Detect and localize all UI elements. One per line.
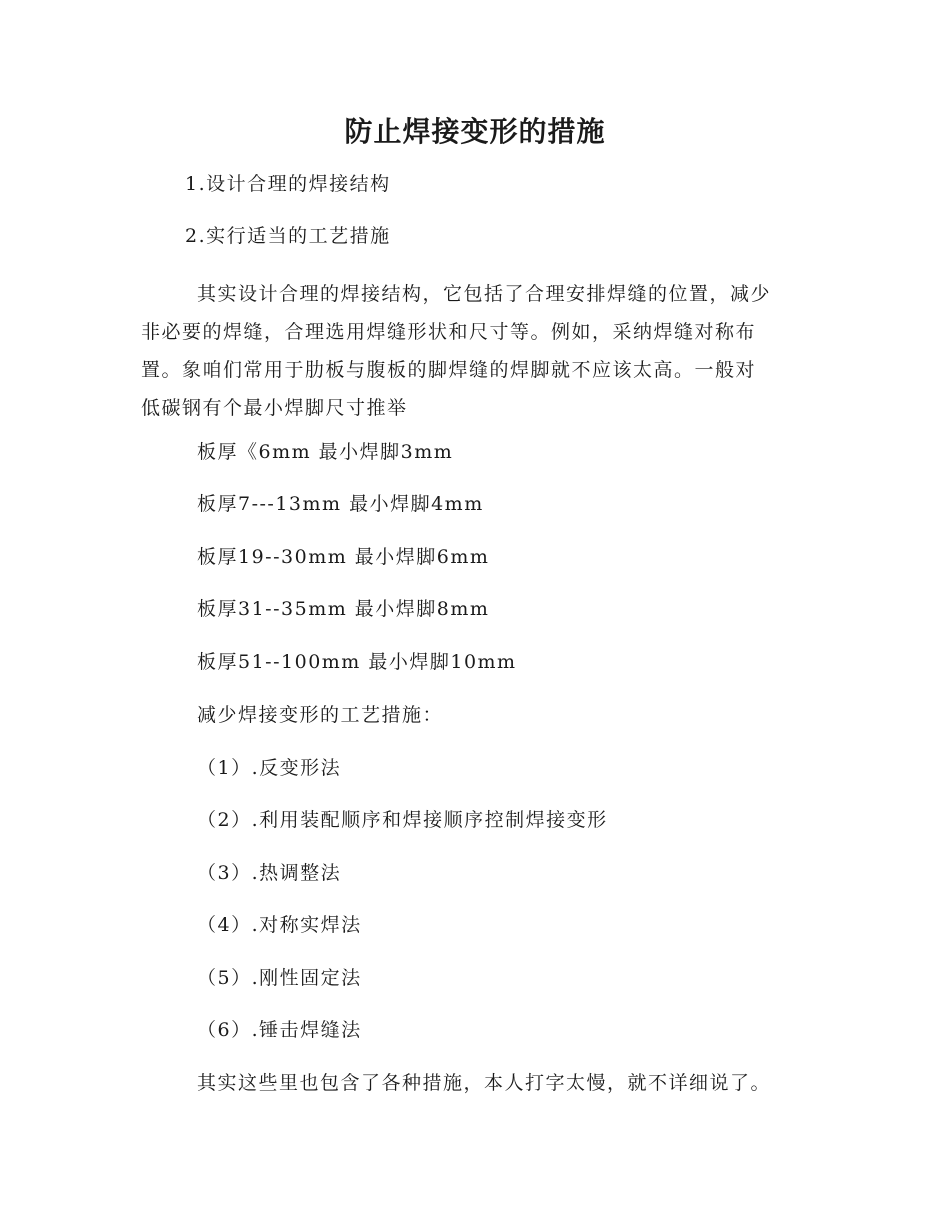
body-paragraph [141,275,806,427]
process-item-1: （1）.反变形法 [197,757,342,779]
thickness-row-5: 板厚51--100mm 最小焊脚10mm [197,651,517,673]
process-item-4: （4）.对称实焊法 [197,914,362,936]
process-item-2: （2）.利用装配顺序和焊接顺序控制焊接变形 [197,809,608,831]
paragraph-line-2: 非必要的焊缝，合理选用焊缝形状和尺寸等。例如，采纳焊缝对称布 [141,321,757,343]
paragraph-line-1: 其实设计合理的焊接结构，它包括了合理安排焊缝的位置，减少 [197,283,772,305]
process-item-6: （6）.锤击焊缝法 [197,1019,362,1041]
process-heading: 减少焊接变形的工艺措施： [197,704,444,726]
closing-sentence: 其实这些里也包含了各种措施，本人打字太慢，就不详细说了。 [197,1072,772,1094]
process-item-3: （3）.热调整法 [197,862,342,884]
paragraph-line-4: 低碳钢有个最小焊脚尺寸推举 [141,397,408,419]
process-item-5: （5）.刚性固定法 [197,967,362,989]
thickness-row-3: 板厚19--30mm 最小焊脚6mm [197,546,490,568]
document-title: 防止焊接变形的措施 [344,115,606,148]
point-1: 1.设计合理的焊接结构 [185,173,391,195]
thickness-row-2: 板厚7---13mm 最小焊脚4mm [197,493,484,515]
point-2: 2.实行适当的工艺措施 [185,225,391,247]
thickness-row-1: 板厚《6mm 最小焊脚3mm [197,441,454,463]
paragraph-line-3: 置。象咱们常用于肋板与腹板的脚焊缝的焊脚就不应该太高。一般对 [141,359,757,381]
thickness-row-4: 板厚31--35mm 最小焊脚8mm [197,598,490,620]
